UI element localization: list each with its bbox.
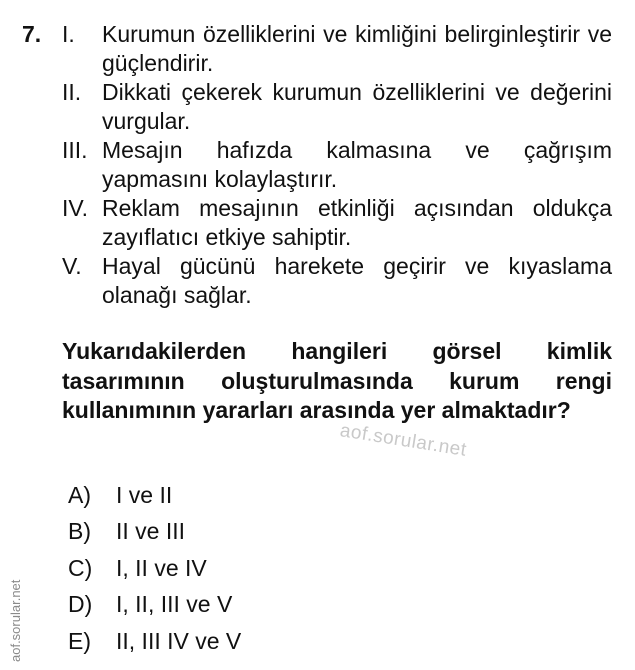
statement-list (62, 20, 612, 310)
watermark-center: aof.sorular.net (338, 420, 469, 461)
statement-text: Kurumun özelliklerini ve kimliğini belirginleştirir ve güçlendirir. (102, 21, 612, 76)
statement-text: Hayal gücünü harekete geçirir ve kıyaslama olanağı sağlar. (102, 253, 612, 308)
option-text: II ve III (116, 518, 186, 545)
option-e[interactable] (68, 623, 241, 660)
statement-text: Mesajın hafızda kalmasına ve çağrışım yapmasını kolaylaştırır. (102, 137, 612, 192)
question-stem: Yukarıdakilerden hangileri görsel kimlik tasarımının oluşturulmasında kurum rengi kullanımının yararları arasında yer almaktadır? (62, 338, 612, 423)
option-b[interactable] (68, 514, 241, 551)
option-text: II, III IV ve V (116, 627, 242, 654)
statement-item (62, 20, 612, 78)
statement-numeral: V. (62, 253, 82, 279)
option-letter: A) (68, 481, 91, 508)
statement-numeral: III. (62, 137, 88, 163)
watermark-side: aof.sorular.net (8, 579, 23, 662)
option-d[interactable] (68, 587, 241, 624)
option-letter: C) (68, 554, 93, 581)
option-text: I ve II (116, 481, 173, 508)
statement-numeral: II. (62, 79, 82, 105)
statement-numeral: IV. (62, 195, 89, 221)
answer-options (68, 477, 241, 660)
option-a[interactable] (68, 477, 241, 514)
statement-text: Reklam mesajının etkinliği açısından oldukça zayıflatıcı etkiye sahiptir. (102, 195, 612, 250)
option-letter: E) (68, 627, 91, 654)
option-letter: B) (68, 518, 91, 545)
statement-item (62, 252, 612, 310)
statement-numeral: I. (62, 21, 75, 47)
statement-item (62, 136, 612, 194)
statement-item (62, 78, 612, 136)
statement-text: Dikkati çekerek kurumun özelliklerini ve değerini vurgular. (102, 79, 612, 134)
statement-item (62, 194, 612, 252)
option-letter: D) (68, 591, 93, 618)
question-number: 7. (22, 21, 42, 47)
option-text: I, II ve IV (116, 554, 207, 581)
option-text: I, II, III ve V (116, 591, 233, 618)
option-c[interactable] (68, 550, 241, 587)
